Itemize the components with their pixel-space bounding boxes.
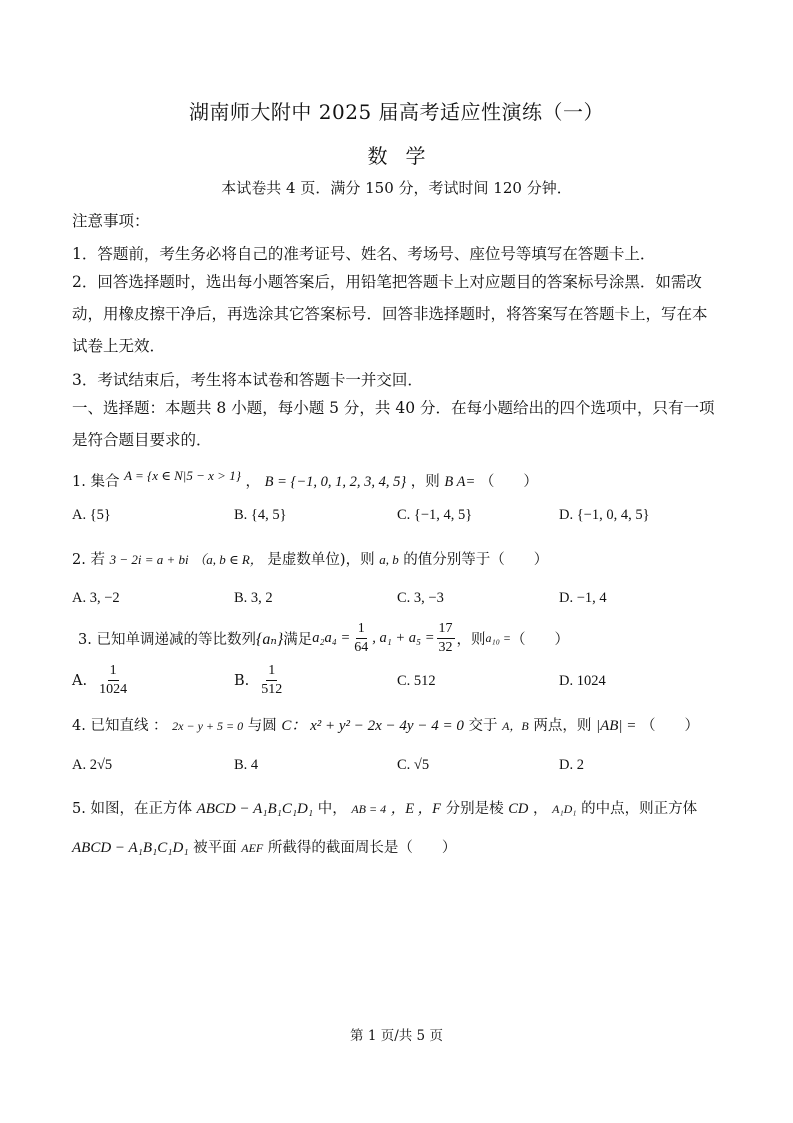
q2-option-b: B. 3, 2 (234, 590, 273, 606)
q3-option-b-den: 512 (261, 682, 283, 697)
q4-mid2: 交于 (468, 718, 498, 734)
q5-line2-suffix: 所截得的截面周长是（ ） (267, 840, 457, 856)
q1-set-a: A = {x ∈ N|5 − x > 1} (124, 468, 241, 483)
question-2 (72, 548, 548, 569)
q3-cond2: , a₁ + a₅ = (372, 630, 435, 646)
q3-option-b-num: 1 (266, 662, 277, 681)
q5-sep: ， (533, 801, 548, 817)
question-5 (72, 797, 697, 818)
q1-option-c: C. {−1, 4, 5} (397, 507, 473, 523)
q4-option-c: C. √5 (397, 757, 430, 773)
q3-option-b-label: B. (234, 672, 250, 689)
q5-plane: AEF (241, 841, 264, 855)
q1-option-a: A. {5} (72, 507, 111, 523)
q3-option-a-label: A. (72, 672, 88, 689)
notes-heading: 注意事项： (72, 212, 150, 230)
subject-title: 数学 (367, 144, 444, 168)
q1-expr: B A= (444, 474, 476, 490)
q3-prefix: 3. 已知单调递减的等比数列 (78, 632, 256, 648)
q3-option-a (72, 662, 131, 699)
q3-mid: 满足 (283, 632, 313, 648)
q5-mid: 中， (317, 801, 347, 817)
q3-option-b-fraction (259, 662, 284, 699)
q2-prefix: 2. 若 (72, 552, 105, 568)
q5-mid2: 分别是棱 (445, 801, 504, 817)
exam-title: 湖南师大附中 2025 届高考适应性演练（一） (188, 100, 605, 124)
q4-line: 2x − y + 5 = 0 (172, 719, 244, 733)
q4-option-a: A. 2√5 (72, 757, 113, 773)
q2-vars: a, b (379, 552, 399, 567)
question-5-line-2 (72, 836, 456, 857)
q4-paren: （ ） (641, 718, 700, 734)
q5-cd: CD (508, 801, 529, 817)
q2-option-a: A. 3, −2 (72, 590, 120, 606)
note-item-2: 2．回答选择题时，选出每小题答案后，用铅笔把答题卡上对应题目的答案标号涂黑．如需改动，用橡皮擦干净后，再选涂其它答案标号．回答非选择题时，将答案写在答题卡上，写在本试卷上无效． (72, 273, 708, 355)
q5-ab: AB = 4 (351, 802, 387, 816)
q4-option-b: B. 4 (234, 757, 259, 773)
q3-option-b (234, 662, 286, 699)
q2-suffix: 的值分别等于（ ） (403, 552, 549, 568)
q4-prefix: 4. 已知直线 ： (72, 718, 168, 734)
q4-suffix: 两点，则 (533, 718, 592, 734)
q5-a1d1: A₁D₁ (552, 802, 577, 816)
q3-paren: （ ） (510, 632, 569, 648)
question-1 (72, 470, 538, 491)
q3-option-a-den: 1024 (99, 682, 128, 697)
q1-option-b: B. {4, 5} (234, 507, 287, 523)
q3-cond1: a₂a₄ = (312, 630, 351, 646)
q5-prefix: 5. 如图，在正方体 (72, 801, 192, 817)
q1-paren: （ ） (479, 474, 538, 490)
q3-fraction-1-num: 1 (356, 620, 367, 639)
q1-prefix: 1. 集合 (72, 474, 120, 490)
q1-set-b: B = {−1, 0, 1, 2, 3, 4, 5} (264, 474, 407, 490)
q3-suffix: ，则 (456, 632, 486, 648)
q4-mid: 与圆 (247, 718, 277, 734)
q5-line2-mid: 被平面 (193, 840, 237, 856)
exam-info: 本试卷共 4 页．满分 150 分，考试时间 120 分钟． (221, 179, 572, 197)
q4-points: A，B (502, 719, 529, 733)
q3-target: a₁₀ = (485, 631, 511, 645)
q4-circle: C： x² + y² − 2x − 4y − 4 = 0 (281, 718, 464, 734)
q3-fraction-1-den: 64 (354, 640, 369, 655)
q5-suffix: 的中点，则正方体 (581, 801, 698, 817)
q4-option-d: D. 2 (559, 757, 584, 773)
q3-fraction-2 (437, 620, 455, 657)
q2-equation: 3 − 2i = a + bi (109, 552, 189, 567)
q4-target: |AB| = (595, 718, 637, 734)
note-item-3: 3．考试结束后，考生将本试卷和答题卡一并交回． (72, 371, 423, 389)
question-3 (78, 620, 569, 657)
q2-condition: （a, b ∈ R， (193, 552, 263, 567)
q1-suffix: ，则 (410, 474, 440, 490)
q2-option-c: C. 3, −3 (397, 590, 444, 606)
q3-sequence: {aₙ} (255, 630, 284, 648)
q3-fraction-2-num: 17 (437, 620, 455, 639)
q5-ef: ，E ，F (390, 801, 442, 817)
q2-option-d: D. −1, 4 (559, 590, 607, 606)
q5-line2-cube: ABCD − A₁B₁C₁D₁ (72, 840, 189, 856)
q3-option-a-num: 1 (108, 662, 119, 681)
q3-option-c: C. 512 (397, 673, 436, 689)
q1-option-d: D. {−1, 0, 4, 5} (559, 507, 650, 523)
q5-cube: ABCD − A₁B₁C₁D₁ (196, 801, 314, 817)
page-footer: 第 1 页/共 5 页 (350, 1028, 443, 1044)
question-4 (72, 714, 699, 735)
note-item-1: 1．答题前，考生务必将自己的准考证号、姓名、考场号、座位号等填写在答题卡上． (72, 245, 656, 263)
q3-fraction-1 (352, 620, 370, 657)
q2-tail: 是虚数单位)，则 (267, 552, 375, 568)
section-heading: 一、选择题：本题共 8 小题，每小题 5 分，共 40 分．在每小题给出的四个选项中，只有一项是符合题目要求的． (72, 399, 715, 449)
q3-fraction-2-den: 32 (438, 640, 453, 655)
q1-sep: ， (245, 474, 261, 490)
q3-option-a-fraction (97, 662, 129, 699)
q3-option-d: D. 1024 (559, 673, 606, 689)
